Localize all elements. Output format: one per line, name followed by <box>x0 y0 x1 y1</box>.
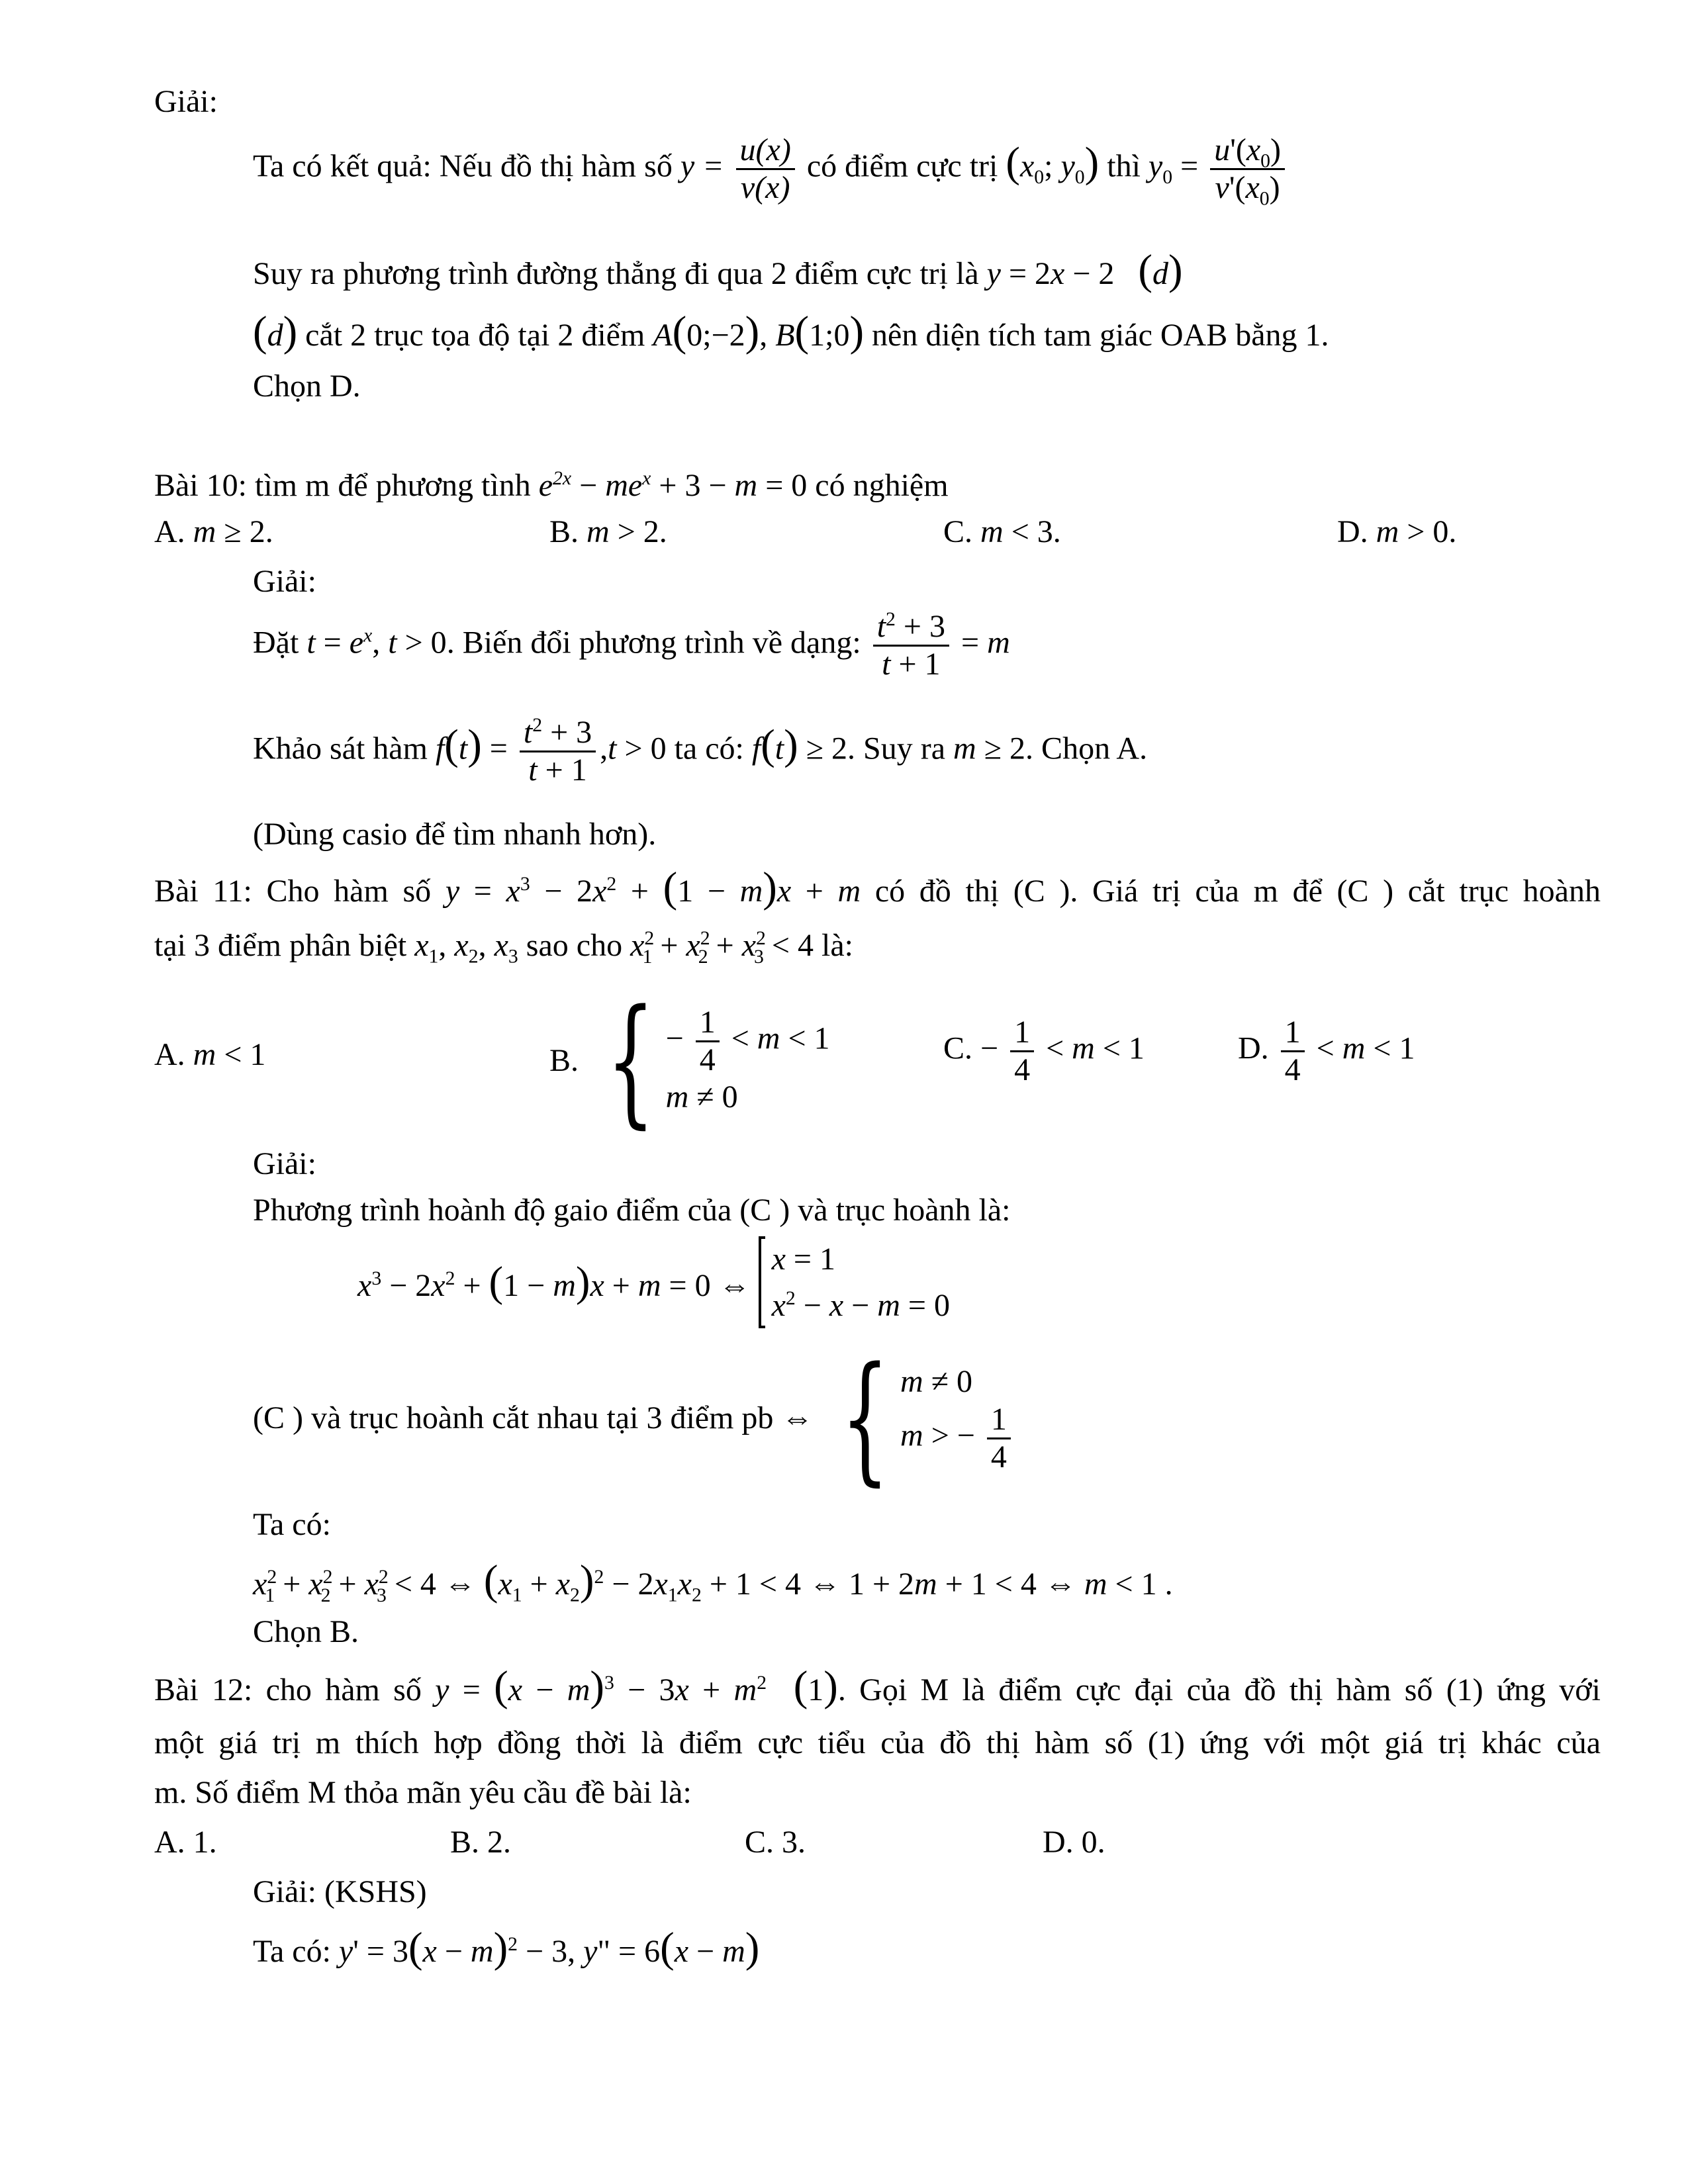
b11-option-c: C. − $\frac{1}{4}$ < m < 1 <box>943 1015 1145 1087</box>
b11-title: Bài 11: Cho hàm số $y = x^3 - 2x^2 + (1 - m)x + m$ có đồ thị (C ). Giá trị của m để (C ) cắt trục hoành <box>154 864 1601 911</box>
b12-title-end: . Gọi M là điểm cực đại của đồ thị hàm số (1) ứng với <box>837 1672 1601 1707</box>
b11-equation-system: $x^3 - 2x^2 + (1 - m)x + m = 0$ ⇔ x = 1 $x^2 - x - m = 0$ <box>357 1236 950 1328</box>
b11-is: là: <box>821 928 853 963</box>
b12-line2: một giá trị m thích hợp đồng thời là điểm cực tiểu của đồ thị hàm số (1) ứng với một giá trị khác của <box>154 1725 1601 1760</box>
b10-choose: . Chọn A. <box>1025 731 1148 766</box>
b10-transform-text: . Biến đổi phương trình về dạng: <box>446 625 861 660</box>
b12-derivatives: Ta có: $y' = 3(x - m)^2 - 3$, y" = 6(x − m) <box>253 1924 760 1972</box>
b12-line3: m. Số điểm M thỏa mãn yêu cầu đề bài là: <box>154 1775 692 1810</box>
b10-survey: Khảo sát hàm f(t) = $\frac{t^2 + 3}{t + 1}$ ,t > 0 ta có: f(t) ≥ 2. Suy ra m ≥ 2. Chọn A. <box>253 714 1148 788</box>
b12-option-a: A. 1. <box>154 1825 217 1860</box>
b11-such-that: sao cho <box>526 928 623 963</box>
b11-ta-co: Ta có: <box>253 1507 331 1542</box>
b12-option-b: B. 2. <box>450 1825 512 1860</box>
b10-set-text: Đặt <box>253 625 299 660</box>
b11-derivation: $x^2_1 + x^2_2 + x^2_3 < 4$ ⇔ $(x_1 + x_2)^2 - 2x_1x_2 + 1 < 4$ ⇔ 1 + 2m + 1 < 4 ⇔ m < 1 . <box>253 1557 1173 1606</box>
b12-title: Bài 12: cho hàm số $y = (x - m)^3 - 3x + m^2$ (1). Gọi M là điểm cực đại của đồ thị hàm số (1) ứng với <box>154 1662 1601 1710</box>
solution-label-2: Giải: <box>253 564 316 599</box>
b9-cut-text: cắt 2 trục tọa độ tại 2 điểm <box>305 318 645 353</box>
b10-option-d: D. m > 0. <box>1337 514 1457 549</box>
b10-title-text: Bài 10: tìm m để phương tình <box>154 468 531 503</box>
b11-three-points-text: (C ) và trục hoành cắt nhau tại 3 điểm pb <box>253 1400 774 1436</box>
b11-option-a: A. m < 1 <box>154 1037 266 1072</box>
b9-has-extremum: có điểm cực trị <box>806 148 998 184</box>
b11-line2-start: tại 3 điểm phân biệt <box>154 928 407 963</box>
b10-title: Bài 10: tìm m để phương tình $e^{2x} - me^x + 3 - m = 0$ có nghiệm <box>154 467 949 503</box>
b9-cut-axes: (d) cắt 2 trục tọa độ tại 2 điểm A(0;−2), B(1;0) nên diện tích tam giác OAB bằng 1. <box>253 308 1329 355</box>
b9-result-intro: Ta có kết quả: Nếu đồ thị hàm số <box>253 148 673 184</box>
b10-survey-text: Khảo sát hàm <box>253 731 428 766</box>
b10-has-solution: có nghiệm <box>815 468 949 503</box>
b11-title-start: Bài 11: Cho hàm số <box>154 874 432 909</box>
b11-intersect-eq: Phương trình hoành độ gaio điểm của (C ) và trục hoành là: <box>253 1193 1011 1228</box>
solution-label-1: Giải: <box>154 84 218 119</box>
b10-deduce: . Suy ra <box>847 731 946 766</box>
b12-option-d: D. 0. <box>1043 1825 1105 1860</box>
b10-option-b: B. m > 2. <box>549 514 667 549</box>
b12-title-start: Bài 12: cho hàm số <box>154 1672 422 1707</box>
b10-we-have: ta có: <box>674 731 744 766</box>
b9-line-text: Suy ra phương trình đường thẳng đi qua 2 điểm cực trị là <box>253 256 979 291</box>
b11-option-d: D. $\frac{1}{4}$ < m < 1 <box>1238 1015 1415 1087</box>
b12-ta-co: Ta có: <box>253 1934 331 1969</box>
b10-option-c: C. m < 3. <box>943 514 1061 549</box>
b9-result-line: Ta có kết quả: Nếu đồ thị hàm số y = $\frac{u(x)}{v(x)}$ có điểm cực trị ($x_0$; $y_0$) thì $y_0$ = $\frac{u'(x_0)}{v'(x_0)}$ <box>253 132 1289 206</box>
b11-choose: Chọn B. <box>253 1614 359 1649</box>
b10-casio-note: (Dùng casio để tìm nhanh hơn). <box>253 817 657 852</box>
b11-line2: tại 3 điểm phân biệt $x_1$, $x_2$, $x_3$ sao cho $x^2_1 + x^2_2 + x^2_3 < 4$ là: <box>154 927 853 968</box>
b9-choose: Chọn D. <box>253 369 361 404</box>
b9-then: thì <box>1107 148 1141 184</box>
b12-option-c: C. 3. <box>745 1825 806 1860</box>
b11-title-end: có đồ thị (C ). Giá trị của m để (C ) cắt trục hoành <box>874 874 1601 909</box>
b9-line-equation: Suy ra phương trình đường thẳng đi qua 2 điểm cực trị là y = 2x − 2 (d) <box>253 246 1183 294</box>
b10-option-a: A. m ≥ 2. <box>154 514 273 549</box>
b12-solution-label: Giải: (KSHS) <box>253 1874 427 1909</box>
b11-option-b: B. { − $\frac{1}{4}$ < m < 1 m ≠ 0 <box>549 979 830 1142</box>
b10-substitution: Đặt $t = e^x$, t > 0. Biến đổi phương trình về dạng: $\frac{t^2 + 3}{t + 1}$ = m <box>253 608 1010 682</box>
solution-label-3: Giải: <box>253 1146 316 1181</box>
b11-three-points: (C ) và trục hoành cắt nhau tại 3 điểm pb ⇔ { m ≠ 0 m > − $\frac{1}{4}$ <box>253 1349 1015 1488</box>
b9-area-text: nên diện tích tam giác OAB bằng 1. <box>872 318 1329 353</box>
